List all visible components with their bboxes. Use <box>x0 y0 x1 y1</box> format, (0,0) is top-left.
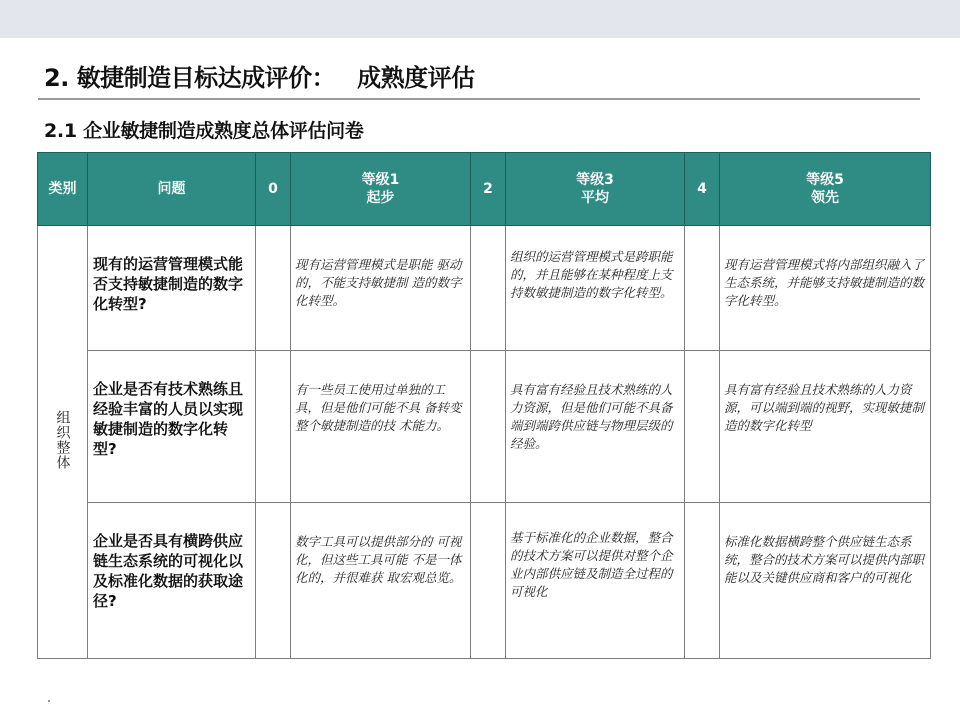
level-3-cell <box>506 351 685 503</box>
table-header-row <box>38 153 931 226</box>
table-row <box>38 503 931 659</box>
level-5-description: 标准化数据横跨整个供应链生态系统，整合的技术方案可以提供内部职能以及关键供应商和客户的可视化 <box>724 534 925 585</box>
page-title <box>44 58 475 93</box>
page-title-main: 2. 敏捷制造目标达成评价： <box>44 64 336 92</box>
level-1-cell <box>291 226 471 351</box>
header-question: 问题 <box>88 153 256 226</box>
question-text: 现有的运营管理模式能否支持敏捷制造的数字化转型? <box>93 255 244 313</box>
level-5-description: 现有运营管理模式将内部组织融入了生态系统，并能够支持敏捷制造的数字化转型。 <box>724 257 925 308</box>
level-5-cell <box>720 503 931 659</box>
level-5-cell <box>720 226 931 351</box>
footer-dot <box>48 700 50 702</box>
level-3-description: 组织的运营管理模式是跨职能的，并且能够在某种程度上支持数敏捷制造的数字化转型。 <box>510 249 673 300</box>
question-cell <box>88 351 256 503</box>
level-4-cell <box>685 351 720 503</box>
level-1-description: 现有运营管理模式是职能 驱动的，不能支持敏捷制 造的数字化转型。 <box>295 257 462 308</box>
header-level-1: 等级1 起步 <box>291 153 471 226</box>
question-text: 企业是否有技术熟练且经验丰富的人员以实现敏捷制造的数字化转型? <box>93 380 244 458</box>
level-3-cell <box>506 503 685 659</box>
category-label: 组织整体 <box>54 410 71 470</box>
level-0-cell <box>256 351 291 503</box>
level-0-cell <box>256 503 291 659</box>
level-4-cell <box>685 503 720 659</box>
table-row <box>38 351 931 503</box>
category-cell <box>38 226 88 659</box>
level-1-description: 有一些员工使用过单独的工具，但是他们可能不具 备转变整个敏捷制造的技 术能力。 <box>295 382 462 433</box>
header-level-0: 0 <box>256 153 291 226</box>
level-0-cell <box>256 226 291 351</box>
title-divider <box>38 98 920 100</box>
header-level-2: 2 <box>471 153 506 226</box>
page-title-sub: 成熟度评估 <box>357 64 475 92</box>
level-2-cell <box>471 226 506 351</box>
level-2-cell <box>471 351 506 503</box>
top-band <box>0 0 960 38</box>
question-cell <box>88 503 256 659</box>
level-5-description: 具有富有经验且技术熟练的人力资源，可以端到端的视野，实现敏捷制造的数字化转型 <box>724 382 925 433</box>
header-level-4: 4 <box>685 153 720 226</box>
level-1-cell <box>291 503 471 659</box>
section-subtitle: 2.1 企业敏捷制造成熟度总体评估问卷 <box>44 120 364 142</box>
maturity-survey-table <box>37 152 931 659</box>
question-cell <box>88 226 256 351</box>
header-category: 类别 <box>38 153 88 226</box>
level-5-cell <box>720 351 931 503</box>
level-1-description: 数字工具可以提供部分的 可视化，但这些工具可能 不是一体化的，并很难获 取宏观总览。 <box>295 534 462 585</box>
question-text: 企业是否具有横跨供应链生态系统的可视化以及标准化数据的获取途径? <box>93 532 244 610</box>
level-1-cell <box>291 351 471 503</box>
table-row <box>38 226 931 351</box>
level-3-description: 具有富有经验且技术熟练的人力资源，但是他们可能不具备端到端跨供应链与物理层级的经验。 <box>510 382 673 451</box>
header-level-5: 等级5 领先 <box>720 153 931 226</box>
level-3-cell <box>506 226 685 351</box>
header-level-3: 等级3 平均 <box>506 153 685 226</box>
level-2-cell <box>471 503 506 659</box>
level-4-cell <box>685 226 720 351</box>
level-3-description: 基于标准化的企业数据，整合的技术方案可以提供对整个企业内部供应链及制造全过程的可视化 <box>510 530 673 599</box>
